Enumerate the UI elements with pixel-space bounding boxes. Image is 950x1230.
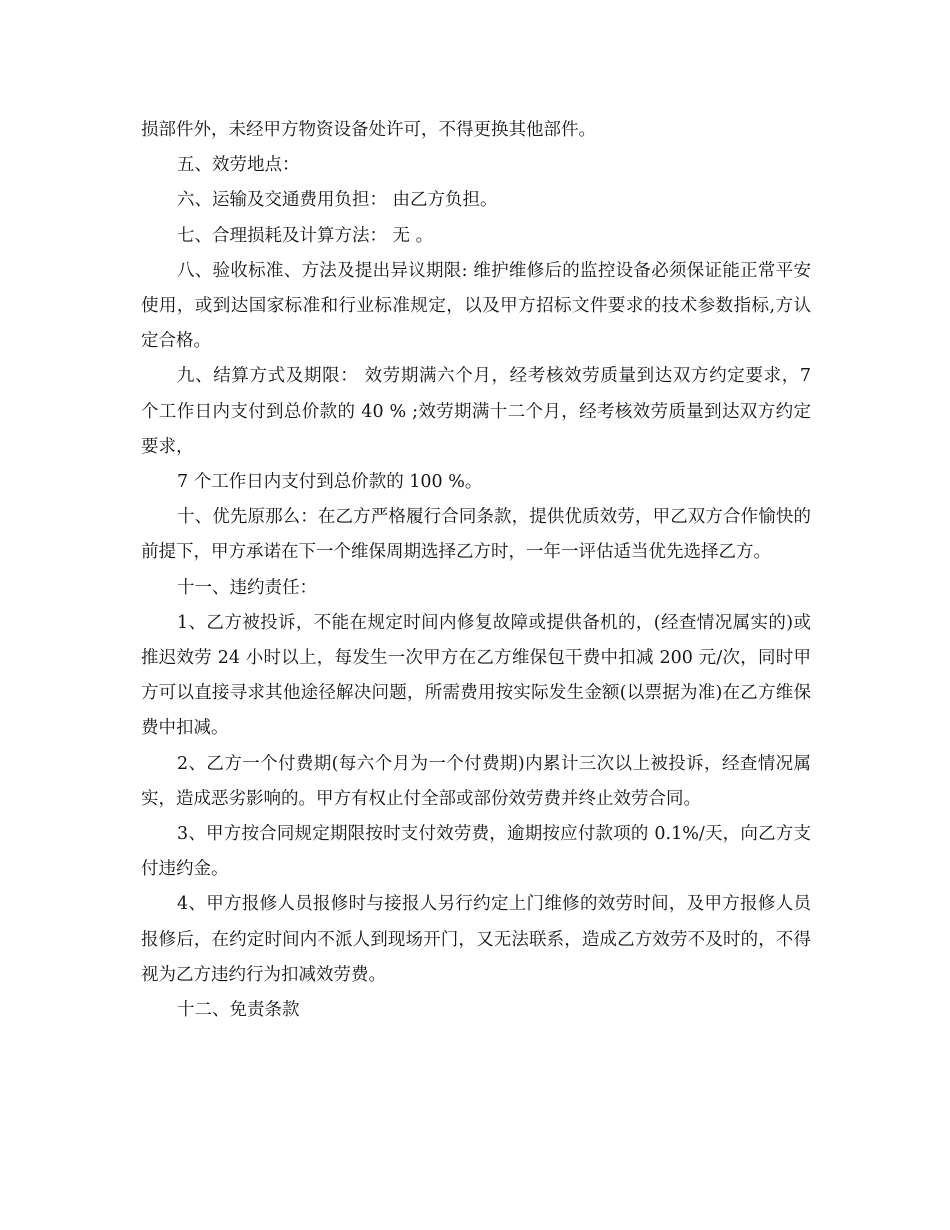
breach-clause-3: 3、甲方按合同规定期限按时支付效劳费，逾期按应付款项的 0.1%/天，向乙方支付违约金。 xyxy=(141,824,811,880)
section-exemption-clause: 十二、免责条款 xyxy=(177,1000,300,1021)
section-transport-cost: 六、运输及交通费用负担： 由乙方负担。 xyxy=(177,190,498,211)
section-priority-principle: 十、优先原那么：在乙方严格履行合同条款，提供优质效劳，甲乙双方合作愉快的前提下，甲方承诺在下一个维保周期选择乙方时，一年一评估适当优先选择乙方。 xyxy=(141,507,811,563)
document-body xyxy=(141,113,811,1028)
section-settlement-method: 九、结算方式及期限： 效劳期满六个月，经考核效劳质量到达双方约定要求，7 个工作日内支付到总价款的 40 % ;效劳期满十二个月，经考核效劳质量到达双方约定要求， xyxy=(141,366,811,457)
breach-clause-2: 2、乙方一个付费期(每六个月为一个付费期)内累计三次以上被投诉，经查情况属实，造成恶劣影响的。甲方有权止付全部或部份效劳费并终止效劳合同。 xyxy=(141,753,811,809)
section-reasonable-loss: 七、合理损耗及计算方法： 无 。 xyxy=(177,225,434,246)
section-breach-liability: 十一、违约责任： xyxy=(177,577,317,598)
section-acceptance-standard: 八、验收标准、方法及提出异议期限: 维护维修后的监控设备必须保证能正常平安使用，或到达国家标准和行业标准规定，以及甲方招标文件要求的技术参数指标,方认定合格。 xyxy=(141,260,811,352)
breach-clause-4: 4、甲方报修人员报修时与接报人另行约定上门维修的效劳时间，及甲方报修人员报修后，在约定时间内不派人到现场开门，又无法联系，造成乙方效劳不及时的，不得视为乙方违约行为扣减效劳费。 xyxy=(141,894,811,985)
breach-clause-1: 1、乙方被投诉，不能在规定时间内修复故障或提供备机的，(经查情况属实的)或推迟效劳 24 小时以上，每发生一次甲方在乙方维保包干费中扣减 200 元/次，同时甲方可以直接寻求其他途径解决问题，所需费用按实际发生金额(以票据为准)在乙方维保费中扣减。 xyxy=(141,612,811,739)
paragraph-continuation: 损部件外，未经甲方物资设备处许可，不得更换其他部件。 xyxy=(141,120,596,140)
settlement-final-payment: 7 个工作日内支付到总价款的 100 %。 xyxy=(177,472,483,493)
section-service-location: 五、效劳地点： xyxy=(177,155,300,176)
